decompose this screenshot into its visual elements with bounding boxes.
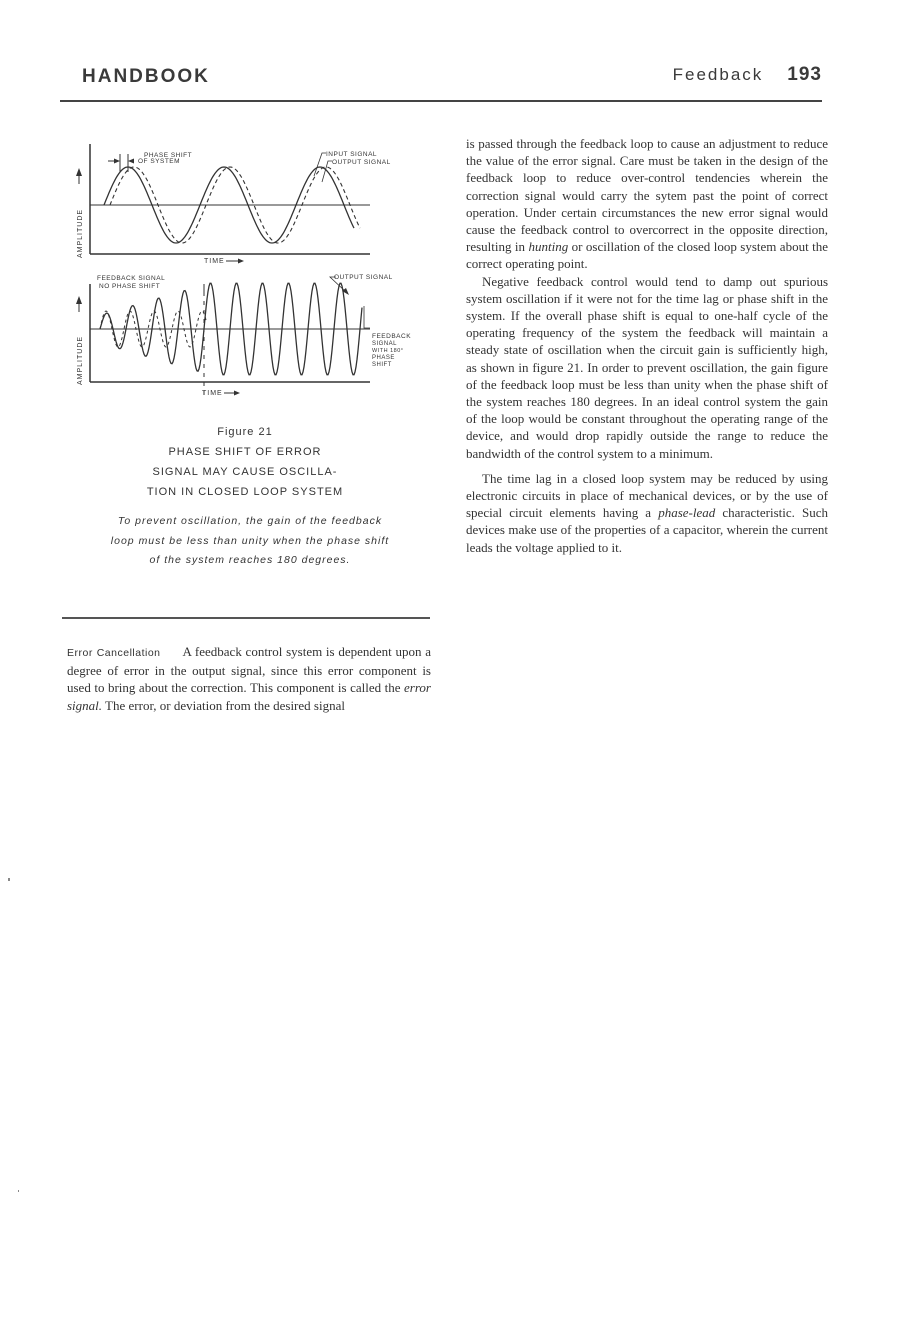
graph1-x-label: TIME bbox=[204, 258, 225, 265]
page-number: 193 bbox=[787, 64, 822, 85]
header-rule bbox=[60, 100, 822, 102]
graph-phase-shift bbox=[76, 144, 391, 265]
graph1-of-system-label: OF SYSTEM bbox=[138, 158, 181, 165]
graph2-fb180-label-2: SIGNAL bbox=[372, 341, 398, 347]
scan-speck bbox=[18, 1190, 19, 1192]
left-column bbox=[67, 643, 431, 714]
figure-21-diagram bbox=[64, 132, 444, 412]
figure-caption-line-1: PHASE SHIFT OF ERROR bbox=[168, 446, 322, 458]
scan-speck bbox=[8, 878, 10, 881]
right-p3-text: The time lag in a closed loop system may be reduced by using electronic circuits in place of mechanical devices, or by the use of special circuit elements having a bbox=[466, 470, 828, 521]
right-p1-text-end: or oscillation of the closed loop system about the correct operating point. bbox=[466, 239, 829, 272]
side-heading-error-cancellation: Error Cancellation bbox=[67, 647, 161, 659]
graph-oscillation bbox=[76, 274, 411, 398]
right-p3-text-end: characteristic. Such devices make use of the properties of a capacitor, wherein the current leads the voltage applied to it. bbox=[466, 505, 828, 555]
running-head-left: HANDBOOK bbox=[82, 66, 210, 87]
right-paragraph-1 bbox=[466, 135, 828, 273]
graph1-input-label: INPUT SIGNAL bbox=[326, 151, 378, 158]
graph1-output-label: OUTPUT SIGNAL bbox=[332, 159, 391, 166]
graph2-output-label: OUTPUT SIGNAL bbox=[334, 274, 393, 281]
graph2-fb180-label-1: FEEDBACK bbox=[372, 333, 412, 340]
right-p1-text: is passed through the feedback loop to cause an adjustment to reduce the value of the error signal. Care must be taken in the design of the feedback loop to reduce over-control tendencies wherein the correction signal would carry the sytem past the point of correct operation. Under certain circumstances the new error signal would cause the feedback control to overcorrect in the opposite direction, resulting in bbox=[466, 136, 828, 255]
graph2-fb180-label-5: SHIFT bbox=[372, 362, 392, 368]
figure-caption bbox=[80, 442, 410, 502]
running-head-right bbox=[673, 64, 822, 86]
left-p1-text-end: The error, or deviation from the desired signal bbox=[102, 697, 345, 713]
graph2-feedback-label: FEEDBACK SIGNAL bbox=[97, 275, 166, 282]
figure-caption-line-2: SIGNAL MAY CAUSE OSCILLA- bbox=[152, 466, 338, 478]
graph2-y-label: AMPLITUDE bbox=[77, 335, 84, 385]
figure-number: Figure 21 bbox=[217, 426, 273, 438]
left-paragraph-1 bbox=[67, 643, 431, 714]
right-paragraph-2: Negative feedback control would tend to damp out spurious system oscillation if it were not for the time lag or phase shift in the system. If the overall phase shift is equal to one-half cycle of the operating frequency of the system the feedback will maintain a steady state of oscillation when the circuit gain is sufficiently high, as shown in figure 21. In order to prevent oscillation, the gain figure of the feedback loop must be less than unity when the phase shift of the system reaches 180 degrees. In an ideal control system the gain of the loop would be constant throughout the operating range of the device, and would drop rapidly outside the range to reduce the bandwidth of the control system to a minimum. bbox=[466, 273, 828, 461]
right-p3-emphasis: phase-lead bbox=[658, 505, 716, 521]
right-paragraph-3 bbox=[466, 470, 828, 556]
right-column bbox=[466, 135, 828, 556]
graph2-fb180-label-3: WITH 180° bbox=[372, 348, 404, 354]
graph1-phase-shift-label: PHASE SHIFT bbox=[144, 152, 193, 159]
graph1-y-arrow bbox=[76, 168, 82, 176]
figure-note: To prevent oscillation, the gain of the feedback loop must be less than unity when the phase shift of the system reaches 180 degrees. bbox=[110, 515, 390, 566]
right-p1-emphasis: hunting bbox=[528, 239, 569, 255]
left-p1-text: A feedback control system is dependent upon a degree of error in the output signal, since this error component is used to bring about the correction. This component is called the bbox=[67, 644, 431, 696]
figure-rule bbox=[62, 617, 430, 619]
figure-caption-line-3: TION IN CLOSED LOOP SYSTEM bbox=[146, 486, 344, 498]
running-head-title: Feedback bbox=[672, 65, 764, 84]
graph1-y-label: AMPLITUDE bbox=[77, 208, 84, 258]
graph2-fb180-label-4: PHASE bbox=[372, 355, 395, 361]
graph2-x-label: TIME bbox=[202, 390, 223, 397]
left-p1-emphasis: error signal. bbox=[67, 680, 431, 713]
graph2-no-phase-label: NO PHASE SHIFT bbox=[99, 283, 161, 290]
